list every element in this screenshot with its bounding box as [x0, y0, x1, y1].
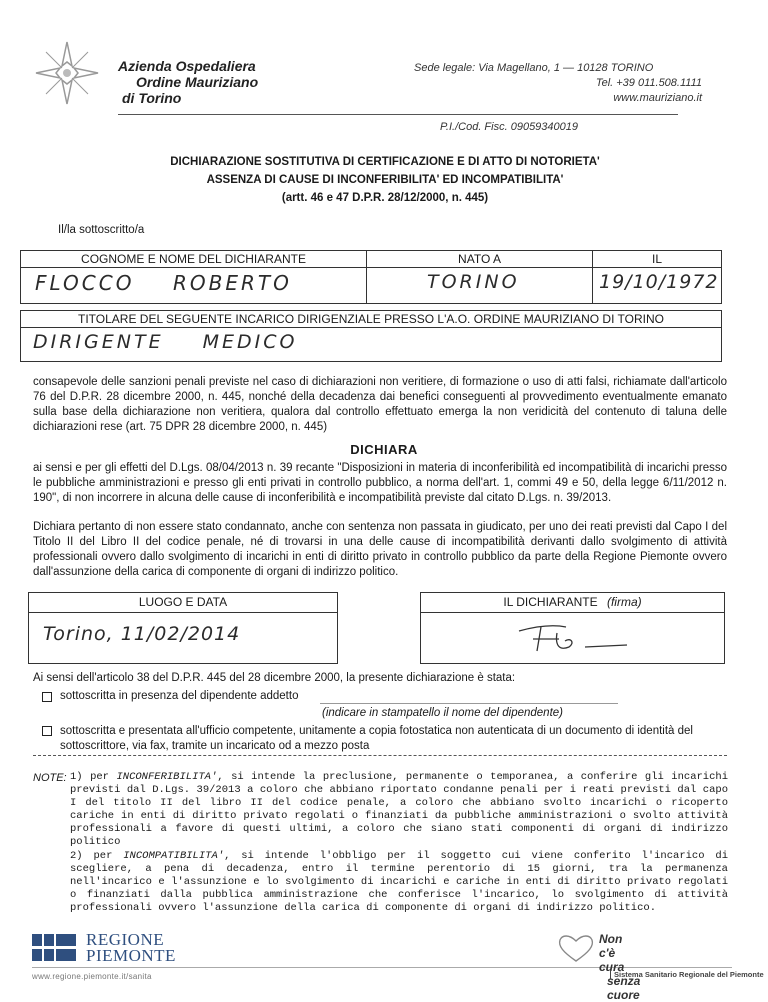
option-presence-label: sottoscritta in presenza del dipendente addetto — [60, 690, 299, 702]
place-date-field[interactable]: Torino, 11/02/2014 — [43, 623, 241, 645]
regione-url: www.regione.piemonte.it/sanita — [32, 972, 152, 981]
note-inconferibilita: 1) per INCONFERIBILITA', si intende la preclusione, permanente o temporanea, a conferire gli incarichi previsti dal D.Lgs. 39/2013 a coloro che abbiano riportato condanne penali per i reati previsti dal capo I del titolo II del libro II del codice penale, a coloro che abbiano svolto incarichi o ricoperto cariche in enti di diritto privato regolati o finanziati da pubbliche amministrazioni o svolto attività professionali a favore di questi ultimi, a coloro che siano stati componenti di organi di indirizzo politico — [70, 771, 729, 848]
org-line: di Torino — [122, 90, 182, 106]
signature-scribble[interactable] — [511, 617, 651, 661]
declarant-table — [20, 250, 722, 304]
title-line: DICHIARAZIONE SOSTITUTIVA DI CERTIFICAZIONE E DI ATTO DI NOTORIETA' — [170, 156, 600, 168]
org-line: Ordine Mauriziano — [136, 74, 259, 90]
declaration-paragraph: ai sensi e per gli effetti del D.Lgs. 08/04/2013 n. 39 recante "Disposizioni in materia di inconferibilità ed incompatibilità di incarichi presso le pubbliche amministrazioni e presso gli enti privati in controllo pubblico, a norma dell'art. 1, commi 49 e 50, della legge 6/11/2012 n. 190", di non incorrere in alcuna delle cause di inconferibilità e incompatibilità previste dal citato D.Lgs. n. 39/2013. — [33, 462, 727, 504]
note-term: INCOMPATIBILITA' — [123, 850, 225, 862]
firstname-field[interactable]: ROBERTO — [173, 271, 292, 295]
born-column-header: NATO A — [458, 252, 501, 266]
employee-name-line[interactable] — [320, 703, 618, 704]
legal-line: Sede legale: Via Magellano, 1 — 10128 TORINO — [414, 62, 654, 74]
title-line: ASSENZA DI CAUSE DI INCONFERIBILITA' ED INCOMPATIBILITA' — [206, 174, 564, 186]
birthplace-field[interactable]: TORINO — [427, 271, 520, 293]
mauriziano-cross-logo — [32, 38, 102, 108]
ssr-label: Sistema Sanitario Regionale del Piemonte — [610, 970, 764, 979]
document-title — [60, 153, 710, 207]
slogan-line: senza cuore — [607, 974, 641, 1002]
birthdate-field[interactable]: 19/10/1972 — [599, 271, 719, 293]
declaration-paragraph-2: Dichiara pertanto di non essere stato condannato, anche con sentenza non passata in giudicato, per uno dei reati previsti dal Capo I del Titolo II del Libro II del codice penale, né di trovarsi in una delle cause di incompatibilità derivanti dallo svolgimento di attività professionali ovvero dallo svolgimento di incarichi in enti di diritto privato in controllo pubblico da parte della Regione Piemonte ovvero dall'assunzione della carica di componente di organi di indirizzo politico. — [33, 521, 727, 578]
signature-header: IL DICHIARANTE — [503, 595, 598, 609]
role-header: TITOLARE DEL SEGUENTE INCARICO DIRIGENZIALE PRESSO L'A.O. ORDINE MAURIZIANO DI TORINO — [78, 312, 664, 326]
place-date-box — [28, 592, 338, 664]
regione-line: REGIONE — [86, 930, 165, 949]
role-field[interactable]: DIRIGENTE MEDICO — [33, 331, 298, 353]
regione-grid-icon — [32, 934, 78, 964]
awareness-paragraph: consapevole delle sanzioni penali previste nel caso di dichiarazioni non veritiere, di formazione o uso di atti falsi, richiamate dall'articolo 76 del D.P.R. 28 dicembre 2000, n. 445, nonché della decadenza dai benefici conseguenti al provvedimento eventualmente emanato sulla base della dichiarazione non veritiera, qualora dal controllo effettuato emerga la non veridicità del contenuto di taluna delle dichiarazioni rese (art. 75 DPR 28 dicembre 2000, n. 445) — [33, 376, 727, 433]
legal-line: www.mauriziano.it — [613, 92, 702, 104]
option-submitted-label: sottoscritta e presentata all'ufficio competente, unitamente a copia fotostatica non autenticata di un documento di identità del sottoscrittore, via fax, tramite un incaricato od a mezzo posta — [60, 725, 693, 752]
legal-address — [362, 61, 702, 106]
legal-line: Tel. +39 011.508.1111 — [595, 77, 702, 89]
note-incompatibilita: 2) per INCOMPATIBILITA', si intende l'obbligo per il soggetto cui viene conferito l'incarico di scegliere, a pena di decadenza, entro il termine perentorio di 15 giorni, tra la permanenza nell'incarico e l'assunzione e lo svolgimento di incarichi e cariche in enti di diritto privato regolati o finanziati dalla pubblica amministrazione che conferisce l'incarico, lo svolgimento di attività professionali ovvero l'assunzione della carica di componente di organi di indirizzo politico. — [70, 850, 728, 914]
org-line: Azienda Ospedaliera — [118, 58, 256, 74]
option-presence-note: (indicare in stampatello il nome del dipendente) — [322, 707, 564, 719]
dashed-divider — [33, 755, 727, 756]
signature-note: (firma) — [606, 595, 642, 609]
checkbox-presence[interactable] — [42, 692, 52, 702]
organization-name — [118, 58, 258, 106]
date-column-header: IL — [651, 252, 662, 266]
slogan-line: Non c'è cura — [599, 932, 625, 974]
role-table — [20, 310, 722, 362]
name-column-header: COGNOME E NOME DEL DICHIARANTE — [81, 252, 306, 266]
undersigned-label: Il/la sottoscritto/a — [58, 224, 145, 236]
place-date-header: LUOGO E DATA — [29, 593, 337, 613]
tax-code: P.I./Cod. Fisc. 09059340019 — [440, 121, 579, 133]
signing-mode-intro: Ai sensi dell'articolo 38 del D.P.R. 445 del 28 dicembre 2000, la presente dichiarazione è stata: — [33, 672, 516, 684]
title-line: (artt. 46 e 47 D.P.R. 28/12/2000, n. 445) — [281, 192, 489, 204]
declares-heading: DICHIARA — [350, 442, 418, 457]
heart-icon — [555, 932, 597, 964]
checkbox-submitted[interactable] — [42, 726, 52, 736]
note-term: INCONFERIBILITA' — [116, 771, 218, 783]
regione-line: PIEMONTE — [86, 946, 176, 965]
notes-label: NOTE: — [33, 772, 67, 784]
surname-field[interactable]: FLOCCO — [35, 271, 135, 295]
signature-box — [420, 592, 725, 664]
header-divider — [118, 114, 678, 115]
